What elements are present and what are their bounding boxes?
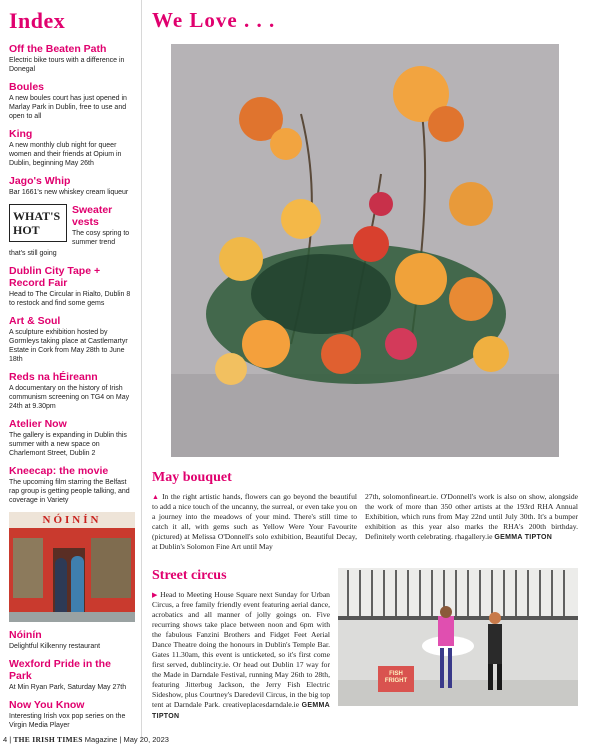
- entry-title: Nóinín: [9, 629, 42, 641]
- index-entry: [9, 175, 135, 197]
- index-title: Index: [9, 8, 66, 33]
- index-entry: [9, 699, 135, 730]
- entry-desc: The upcoming film starring the Belfast rap group is getting people talking, and coverage in Variety: [9, 479, 130, 504]
- shop-sign: NÓINÍN: [9, 512, 135, 528]
- index-entry: [9, 629, 135, 651]
- footer-divider: |: [119, 735, 122, 744]
- entry-title: Art & Soul: [9, 315, 61, 327]
- index-entry: [9, 465, 135, 505]
- entry-title: Atelier Now: [9, 418, 67, 430]
- circus-photo-svg: [338, 568, 578, 706]
- triangle-up-icon: ▲: [152, 493, 160, 501]
- index-sidebar: [0, 0, 142, 740]
- person-figure: [55, 558, 67, 616]
- circus-heading: Street circus: [152, 568, 227, 583]
- entry-desc: At Min Ryan Park, Saturday May 27th: [9, 684, 127, 691]
- byline: GEMMA TIPTON: [494, 534, 553, 541]
- we-love-section: [152, 0, 592, 740]
- flower-painting: [171, 44, 559, 457]
- entry-title: Sweater vests: [72, 204, 113, 228]
- flower-painting-svg: [171, 44, 559, 457]
- index-entry: [9, 418, 135, 458]
- entry-desc: Bar 1661's new whiskey cream liqueur: [9, 189, 129, 196]
- entry-desc: Interesting Irish vox pop series on the Virgin Media Player: [9, 713, 126, 729]
- entry-desc: The cosy spring to summer trend: [72, 230, 130, 246]
- triangle-right-icon: ▶: [152, 591, 158, 599]
- entry-desc: The gallery is expanding in Dublin this summer with a new space on Charlemont Street, Dublin 2: [9, 432, 127, 457]
- bouquet-heading: May bouquet: [152, 470, 232, 485]
- entry-desc-continued: that's still going: [9, 250, 57, 257]
- entry-desc: Electric bike tours with a difference in Donegal: [9, 57, 125, 73]
- noinin-shopfront-photo: [9, 512, 135, 622]
- street-circus-photo: [338, 568, 578, 706]
- index-entry: [9, 81, 135, 121]
- whats-hot-logo-line: HOT: [13, 223, 40, 237]
- page-footer: [0, 731, 600, 749]
- entry-title: Now You Know: [9, 699, 85, 711]
- entry-title: Off the Beaten Path: [9, 43, 107, 55]
- whats-hot-logo: [9, 204, 67, 242]
- entry-title: Reds na hÉireann: [9, 371, 98, 383]
- page-number: 4: [3, 735, 8, 744]
- entry-title: Jago's Whip: [9, 175, 71, 187]
- shop-window: [91, 538, 131, 598]
- entry-desc: Delightful Kilkenny restaurant: [9, 643, 101, 650]
- entry-title: Kneecap: the movie: [9, 465, 109, 477]
- index-entry: [9, 658, 135, 692]
- bouquet-text: 27th, solomonfineart.ie. O'Donnell's work is also on show, alongside the work of more than 350 other artists at the 193rd RHA Annual Exhibition, which runs from May 22nd until July 30th. It's a bumper exhibition as this year also marks the RHA's 200th birthday. Definitely worth celebrating. rhagallery.ie: [365, 492, 578, 541]
- entry-desc: A documentary on the history of Irish communism screening on TG4 on May 24th at 9.30pm: [9, 385, 130, 410]
- whats-hot-text: [72, 204, 135, 247]
- index-entry: [9, 371, 135, 411]
- entry-title: King: [9, 128, 33, 140]
- byline: GEMMA TIPTON: [152, 702, 330, 720]
- circus-text-body: Head to Meeting House Square next Sunday for Urban Circus, a free family friendly event featuring aerial dance, acrobatics and all manner of jolly goings on. Five recurring shows take place between noon and 6pm with the fabulous Fanzini Brothers and Fidget Feet Aerial Dance Theatre doing the honours in Dublin's Temple Bar. Gates 11.30am, this event is unticketed, so it's first come first served, dublincity.ie. Or head out Dublin 17 way for the Made in Darndale Festival, running May 26th to 28th, featuring Jitterbug Jackson, the Jerry Fish Electric Sideshow, plus Courtney's Daredevil Circus, in the big top tent at Darndale Park. creativeplacesdarndale.ie: [152, 590, 330, 709]
- index-entry: [9, 315, 135, 364]
- index-entry: [9, 43, 135, 74]
- shop-window: [13, 538, 43, 598]
- entry-title: Dublin City Tape + Record Fair: [9, 265, 101, 289]
- page-title: We Love . . .: [152, 8, 276, 32]
- bouquet-text-col1: [152, 492, 357, 552]
- entry-desc: Head to The Circular in Rialto, Dublin 8 to restock and find some gems: [9, 291, 131, 307]
- entry-desc: A new boules court has just opened in Marlay Park in Dublin, free to use and open to all: [9, 95, 127, 120]
- circus-sign-text: FISH FRIGHT: [384, 671, 408, 684]
- entry-title: Wexford Pride in the Park: [9, 658, 111, 682]
- index-entry: [9, 265, 135, 308]
- entry-title: Boules: [9, 81, 45, 93]
- whats-hot-logo-line: WHAT'S: [13, 209, 61, 223]
- pavement: [9, 612, 135, 622]
- bouquet-text-col2: [365, 492, 578, 543]
- publication-name: THE IRISH TIMES: [13, 735, 83, 744]
- footer-date: May 20, 2023: [123, 735, 169, 744]
- circus-text: [152, 590, 330, 722]
- whats-hot-block: [9, 204, 135, 247]
- footer-section: Magazine: [84, 735, 118, 744]
- entry-desc: A sculpture exhibition hosted by Gormleys taking place at Castlemartyr Estate in Cork from May 28th to June 18th: [9, 329, 128, 363]
- index-entry: [9, 128, 135, 168]
- person-figure: [71, 556, 84, 616]
- bouquet-text: In the right artistic hands, flowers can go beyond the beautiful to add a nice touch of the uncanny, the surreal, or even take you on a journey into the meadows of your mind. There's still time to catch it all, with gems such as Yellow Were Your Favourite (pictured) at Melissa O'Donnell's solo exhibition, Beautiful Decay, at Dublin's Solomon Fine Art until May: [152, 492, 357, 551]
- entry-desc: A new monthly club night for queer women and their friends at Opium in Dublin, beginning May 26th: [9, 142, 122, 167]
- footer-divider: |: [9, 735, 12, 744]
